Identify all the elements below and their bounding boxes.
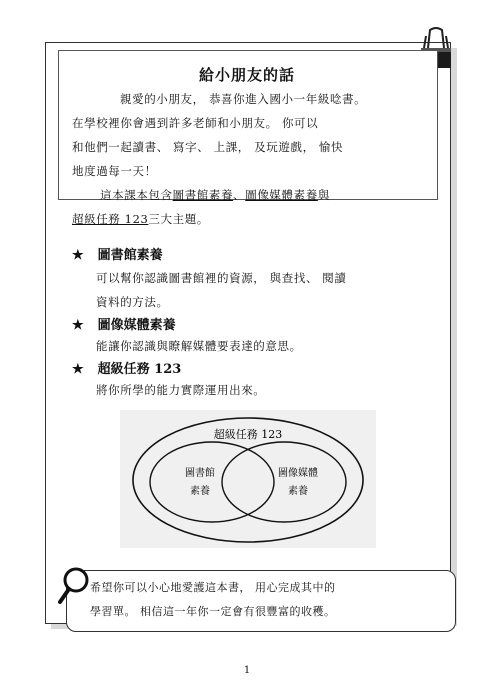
star-icon: ★ — [72, 318, 84, 333]
venn-left-label-1: 圖書館 — [185, 468, 215, 479]
venn-left-label-2: 素養 — [190, 486, 210, 497]
venn-outer-label: 超級任務 123 — [213, 428, 283, 441]
page-title: 給小朋友的話 — [198, 66, 295, 84]
intro-line-5: 這本課本包含圖書館素養、圖像媒體素養與 — [100, 188, 330, 202]
section-mission-desc: 將你所學的能力實際運用出來。 — [96, 383, 266, 397]
magnifier-icon — [58, 566, 94, 606]
topic-mission: 超級任務 123 — [72, 212, 149, 226]
topic-media: 圖像媒體素養 — [245, 188, 318, 202]
section-media-desc: 能讓你認識與瞭解媒體要表達的意思。 — [96, 339, 302, 353]
venn-right-label-2: 素養 — [288, 486, 308, 497]
section-library-desc-2: 資料的方法。 — [96, 295, 169, 309]
intro-line-6: 超級任務 123三大主題。 — [72, 212, 209, 226]
topic-library: 圖書館素養 — [172, 188, 234, 202]
bubble-text: 希望你可以小心地愛護這本書， 用心完成其中的 學習單。 相信這一年你一定會有很豐富的收穫。 — [90, 581, 336, 618]
section-media-title: ★ 圖像媒體素養 — [72, 318, 176, 333]
section-mission-title: ★ 超級任務 123 — [72, 362, 182, 377]
page-number: 1 — [243, 665, 251, 676]
venn-diagram — [120, 410, 376, 548]
intro-line-2: 在學校裡你會遇到許多老師和小朋友。 你可以 — [72, 116, 319, 130]
frame-shadow-right — [451, 48, 457, 626]
section-library-desc-1: 可以幫你認識圖書館裡的資源， 與查找、 閱讀 — [96, 271, 347, 285]
section-library-title: ★ 圖書館素養 — [72, 248, 163, 263]
intro-line-1: 親愛的小朋友， 恭喜你進入國小一年級唸書。 — [120, 92, 367, 106]
star-icon: ★ — [72, 362, 84, 377]
star-icon: ★ — [72, 248, 84, 263]
intro-line-4: 地度過每一天！ — [72, 164, 157, 178]
intro-line-3: 和他們一起讀書、 寫字、 上課， 及玩遊戲， 愉快 — [72, 140, 344, 154]
venn-right-label-1: 圖像媒體 — [278, 468, 318, 479]
